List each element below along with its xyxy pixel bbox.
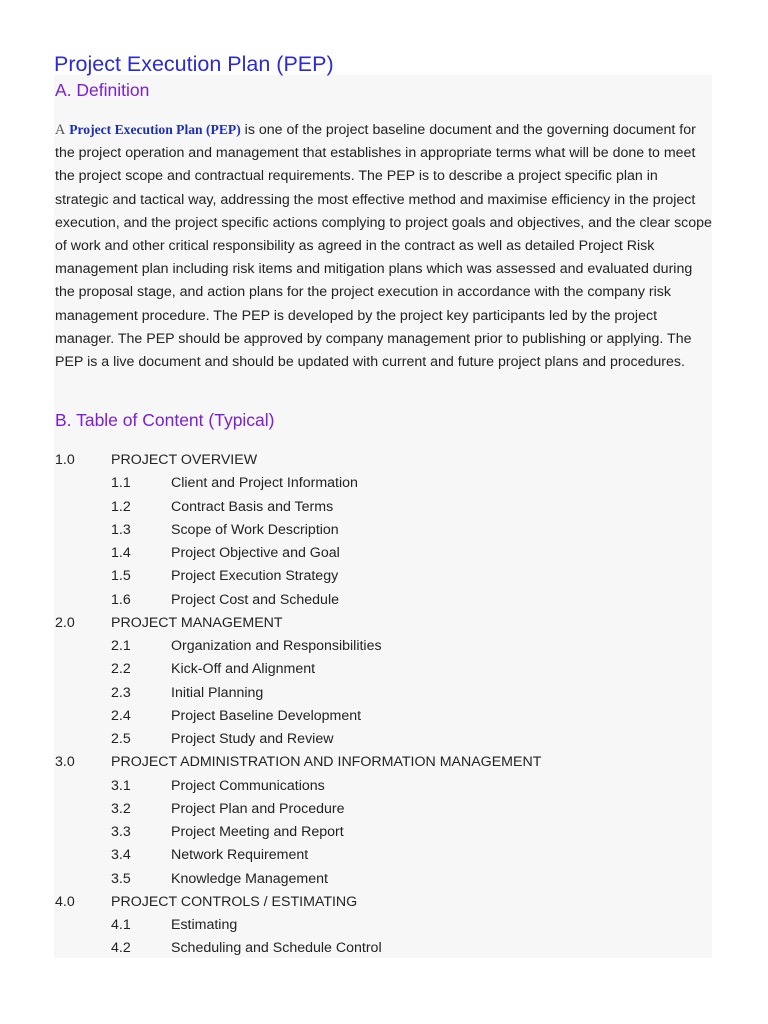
toc-item-number: 3.1 <box>111 777 131 794</box>
toc-item-number: 1.3 <box>111 521 131 538</box>
toc-item-number: 1.1 <box>111 475 131 492</box>
toc-item-label: Organization and Responsibilities <box>171 638 382 654</box>
toc-item-label: Client and Project Information <box>171 475 358 492</box>
toc-item-number: 3.5 <box>111 870 131 887</box>
toc-item-label: Scheduling and Schedule Control <box>171 940 382 957</box>
toc-item-label: Estimating <box>171 917 238 933</box>
toc-item-label: Network Requirement <box>171 847 309 864</box>
toc-item-number: 1.6 <box>111 591 131 608</box>
toc-item-number: 1.5 <box>111 568 131 585</box>
toc-item-label: Project Study and Review <box>171 731 334 747</box>
toc-subsection <box>55 635 705 658</box>
toc-item-label: Project Meeting and Report <box>171 824 344 840</box>
toc-item-label: PROJECT ADMINISTRATION AND INFORMATION MANAGEMENT <box>111 754 542 771</box>
definition-heading: A. Definition <box>55 80 150 100</box>
toc-subsection <box>55 565 705 588</box>
toc-item-label: Project Objective and Goal <box>171 545 340 561</box>
toc-subsection <box>55 775 705 798</box>
toc-subsection <box>55 821 705 844</box>
toc-section <box>55 751 705 774</box>
toc-subsection <box>55 519 705 542</box>
toc-item-number: 4.1 <box>111 917 131 933</box>
toc-item-number: 2.0 <box>55 614 75 631</box>
toc-subsection <box>55 705 705 728</box>
toc-item-number: 1.2 <box>111 498 131 515</box>
toc-item-number: 2.2 <box>111 661 131 678</box>
toc-heading: B. Table of Content (Typical) <box>55 410 275 430</box>
toc-subsection <box>55 542 705 565</box>
toc-item-label: Scope of Work Description <box>171 521 339 538</box>
toc-item-label: PROJECT OVERVIEW <box>111 452 258 468</box>
toc-item-number: 1.0 <box>55 452 75 468</box>
toc-item-number: 2.4 <box>111 707 131 724</box>
toc-item-number: 1.4 <box>111 545 131 561</box>
toc-item-number: 3.3 <box>111 824 131 840</box>
toc-subsection <box>55 844 705 867</box>
toc-subsection <box>55 937 705 960</box>
toc-section <box>55 449 705 472</box>
toc-item-number: 2.3 <box>111 684 131 701</box>
toc-item-label: Project Communications <box>171 777 325 794</box>
toc-item-label: Project Execution Strategy <box>171 568 339 585</box>
toc-item-label: Knowledge Management <box>171 870 328 887</box>
toc-item-label: Contract Basis and Terms <box>171 498 334 515</box>
toc-item-number: 3.2 <box>111 800 131 817</box>
toc-item-number: 2.1 <box>111 638 131 654</box>
toc-section <box>55 612 705 635</box>
toc-item-label: PROJECT MANAGEMENT <box>111 614 283 631</box>
page-title: Project Execution Plan (PEP) <box>54 52 334 76</box>
toc-item-label: Initial Planning <box>171 684 264 701</box>
toc-subsection <box>55 589 705 612</box>
toc-item-label: Project Baseline Development <box>171 707 362 724</box>
toc-subsection <box>55 914 705 937</box>
toc-item-number: 4.2 <box>111 940 131 957</box>
definition-lead-article: A <box>55 122 66 138</box>
toc-item-label: Project Plan and Procedure <box>171 800 345 817</box>
toc-section <box>55 891 705 914</box>
table-of-contents <box>55 449 705 961</box>
toc-subsection <box>55 472 705 495</box>
definition-body: is one of the project baseline document and the governing document for the project operation and management that establishes in appropriate terms what will be done to meet the project scope and contractual requirements. The PEP is to describe a project specific plan in strategic and tactical way, addressing the most effective method and maximise efficiency in the project execution, and the project specific actions complying to project goals and objectives, and the clear scope of work and other critical responsibility as agreed in the contract as well as detailed Project Risk management plan including risk items and mitigation plans which was assessed and evaluated during the proposal stage, and action plans for the project execution in accordance with the company risk management procedure. The PEP is developed by the project key participants led by the project manager. The PEP should be approved by company management prior to publishing or applying. The PEP is a live document and should be updated with current and future project plans and procedures. <box>55 122 712 371</box>
toc-item-number: 2.5 <box>111 731 131 747</box>
toc-item-label: Project Cost and Schedule <box>171 591 339 608</box>
toc-subsection <box>55 496 705 519</box>
definition-paragraph <box>55 118 715 374</box>
toc-item-number: 4.0 <box>55 893 75 910</box>
toc-item-label: PROJECT CONTROLS / ESTIMATING <box>111 893 358 910</box>
toc-item-number: 3.0 <box>55 754 75 771</box>
toc-subsection <box>55 728 705 751</box>
toc-subsection <box>55 658 705 681</box>
definition-term: Project Execution Plan (PEP) <box>69 122 241 137</box>
toc-subsection <box>55 798 705 821</box>
toc-item-number: 3.4 <box>111 847 131 864</box>
toc-subsection <box>55 868 705 891</box>
toc-subsection <box>55 682 705 705</box>
toc-item-label: Kick-Off and Alignment <box>171 661 316 678</box>
